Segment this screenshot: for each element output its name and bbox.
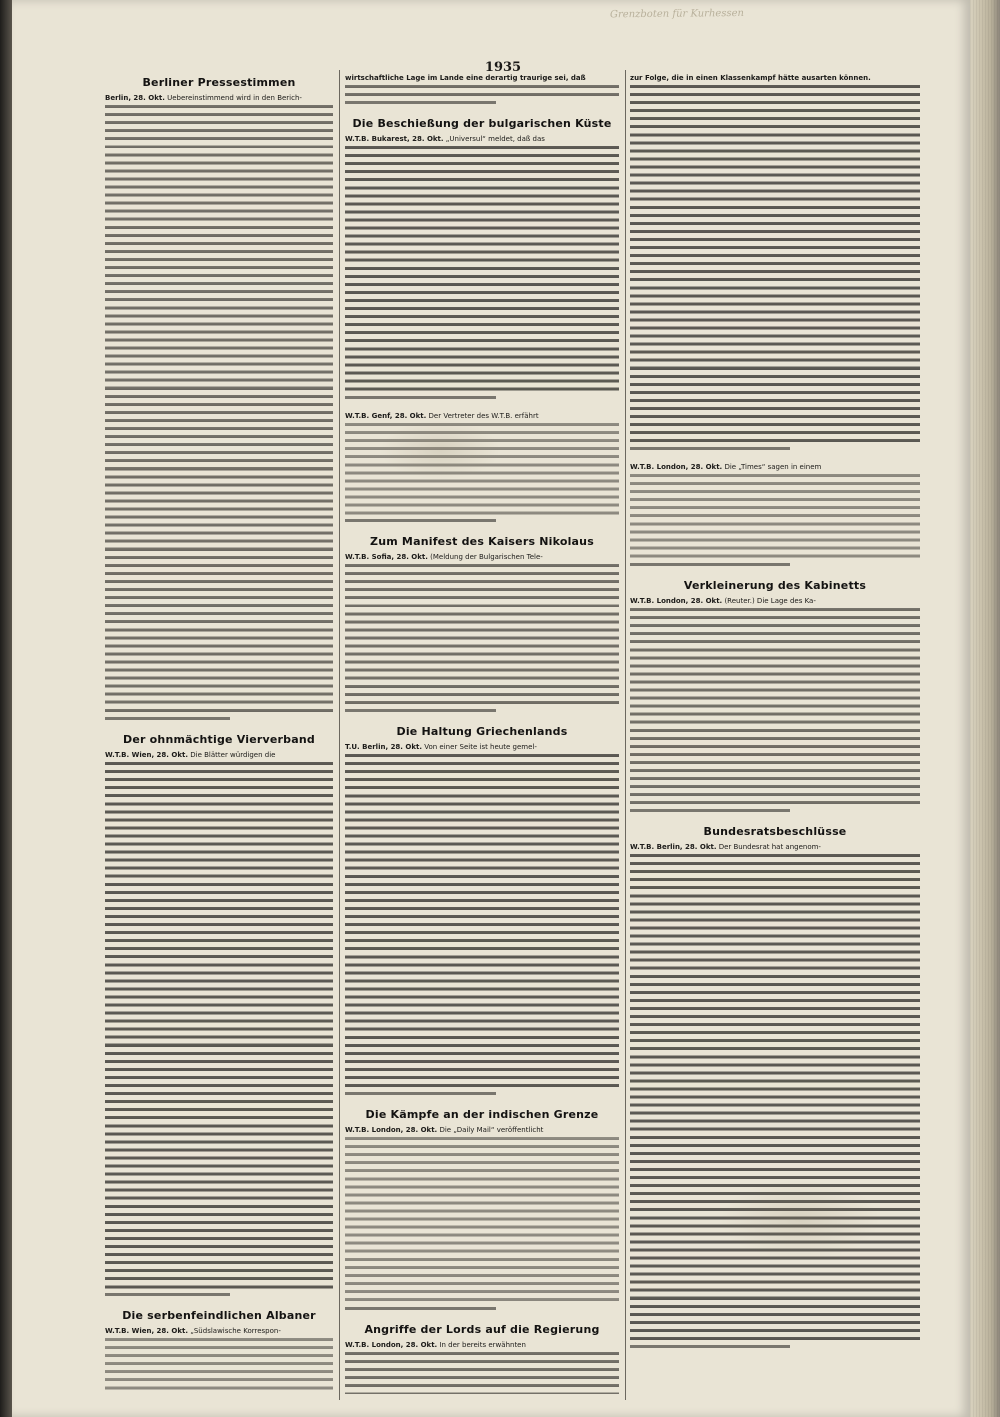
dateline-continuation: (Reuter.) Die Lage des Ka- (722, 596, 816, 605)
article-verkleinerung-kabinetts (630, 579, 920, 815)
dateline-text: W.T.B. London, 28. Okt. (345, 1340, 438, 1349)
article-body (630, 606, 920, 815)
article-manifest-kaiser-nikolaus (345, 535, 619, 715)
dateline-continuation: In der bereits erwähnten (437, 1340, 526, 1349)
article-bundesratsbeschluesse (630, 825, 920, 1351)
dateline-continuation: (Meldung der Bulgarischen Tele- (427, 553, 543, 562)
article-dateline (345, 1341, 619, 1349)
article-headline: Verkleinerung des Kabinetts (683, 578, 867, 592)
dateline-text: W.T.B. London, 28. Okt. (630, 596, 723, 605)
dateline-continuation: Der Bundesrat hat angenom- (716, 843, 821, 852)
article-headline: Die serbenfeindlichen Albaner (122, 1309, 316, 1323)
scan-shadow-left (0, 0, 12, 1417)
article-kaempfe-indische-grenze (345, 1108, 619, 1312)
article-dateline (630, 597, 920, 605)
column-rule (339, 70, 340, 1400)
dateline-continuation: Die „Times“ sagen in einem (722, 463, 822, 472)
article-dateline (105, 1327, 333, 1335)
dateline-text: zur Folge, die in einen Klassenkampf hätte ausarten können. (630, 74, 871, 82)
article-dateline (345, 743, 619, 751)
article-serbenfeindlichen-albaner (105, 1309, 333, 1394)
dateline-continuation: „Universul“ meldet, daß das (443, 135, 545, 144)
dateline-text: W.T.B. Sofia, 28. Okt. (345, 553, 428, 562)
header-fragment: Grenzboten für Kurhessen (609, 7, 744, 21)
article-haltung-griechenlands (345, 725, 619, 1098)
article-headline: Angriffe der Lords auf die Regierung (364, 1322, 600, 1336)
article-headline: Berliner Pressestimmen (142, 76, 296, 89)
article-headline: Zum Manifest des Kaisers Nikolaus (370, 535, 594, 549)
article-headline: Bundesratsbeschlüsse (703, 825, 847, 839)
dateline-text: W.T.B. Bukarest, 28. Okt. (345, 135, 444, 144)
article-dateline (630, 843, 920, 851)
article-body (630, 83, 920, 453)
article-body (105, 760, 333, 1299)
article-body (345, 1135, 619, 1312)
dateline-continuation: Die Blätter würdigen die (188, 750, 276, 759)
dateline-continuation: Der Vertreter des W.T.B. erfährt (426, 411, 539, 420)
article-dateline (105, 751, 333, 759)
article-body (345, 752, 619, 1098)
dateline-text: W.T.B. Wien, 28. Okt. (105, 750, 189, 759)
dateline-text: W.T.B. Wien, 28. Okt. (105, 1327, 189, 1336)
article-headline: Die Beschießung der bulgarischen Küste (352, 117, 612, 131)
dateline-text: W.T.B. London, 28. Okt. (345, 1126, 438, 1135)
article-body (105, 1336, 333, 1394)
dateline-continuation: „Südslawische Korrespon- (188, 1327, 281, 1336)
article-angriffe-lords-regierung (345, 1323, 619, 1394)
article-body (345, 562, 619, 715)
paper-stain (380, 420, 500, 480)
article-dateline (345, 74, 619, 82)
article-wirtschaftliche-lage (345, 74, 619, 107)
article-folge-klassenkampf (630, 74, 920, 453)
dateline-continuation: Von einer Seite ist heute gemel- (422, 743, 537, 752)
dateline-text: W.T.B. Berlin, 28. Okt. (630, 843, 717, 852)
page-number: 1935 (484, 60, 522, 75)
dateline-continuation: Uebereinstimmend wird in den Berich- (164, 94, 302, 102)
column-rule (625, 70, 626, 1400)
dateline-text: wirtschaftliche Lage im Lande eine derartig traurige sei, daß (345, 74, 586, 82)
article-body (345, 144, 619, 402)
dateline-continuation: Die „Daily Mail“ veröffentlicht (437, 1126, 544, 1135)
dateline-text: W.T.B. London, 28. Okt. (630, 463, 723, 472)
article-headline: Der ohnmächtige Vierverband (123, 732, 315, 746)
article-body (630, 472, 920, 569)
book-edge-right (970, 0, 1000, 1417)
article-beschiessung-bulgarische-kueste (345, 117, 619, 402)
article-dateline (345, 135, 619, 143)
dateline-text: T.U. Berlin, 28. Okt. (345, 743, 423, 752)
paper-stain (720, 1180, 880, 1260)
article-ohnmaechtige-vierverband (105, 733, 333, 1299)
dateline-text: Berlin, 28. Okt. (105, 94, 165, 102)
column-1 (105, 74, 333, 1394)
article-dateline (345, 412, 619, 420)
article-body (105, 103, 333, 723)
article-dateline (345, 553, 619, 561)
article-body (630, 852, 920, 1351)
dateline-text: W.T.B. Genf, 28. Okt. (345, 411, 427, 420)
article-dateline (630, 463, 920, 471)
article-berliner-pressestimmen (105, 76, 333, 723)
article-headline: Die Kämpfe an der indischen Grenze (365, 1108, 599, 1122)
article-headline: Die Haltung Griechenlands (396, 725, 568, 739)
column-2 (345, 74, 619, 1394)
article-dateline (105, 94, 333, 102)
article-london-times (630, 463, 920, 569)
article-body (345, 83, 619, 107)
article-dateline (345, 1126, 619, 1134)
article-body (345, 1350, 619, 1394)
article-dateline (630, 74, 920, 82)
